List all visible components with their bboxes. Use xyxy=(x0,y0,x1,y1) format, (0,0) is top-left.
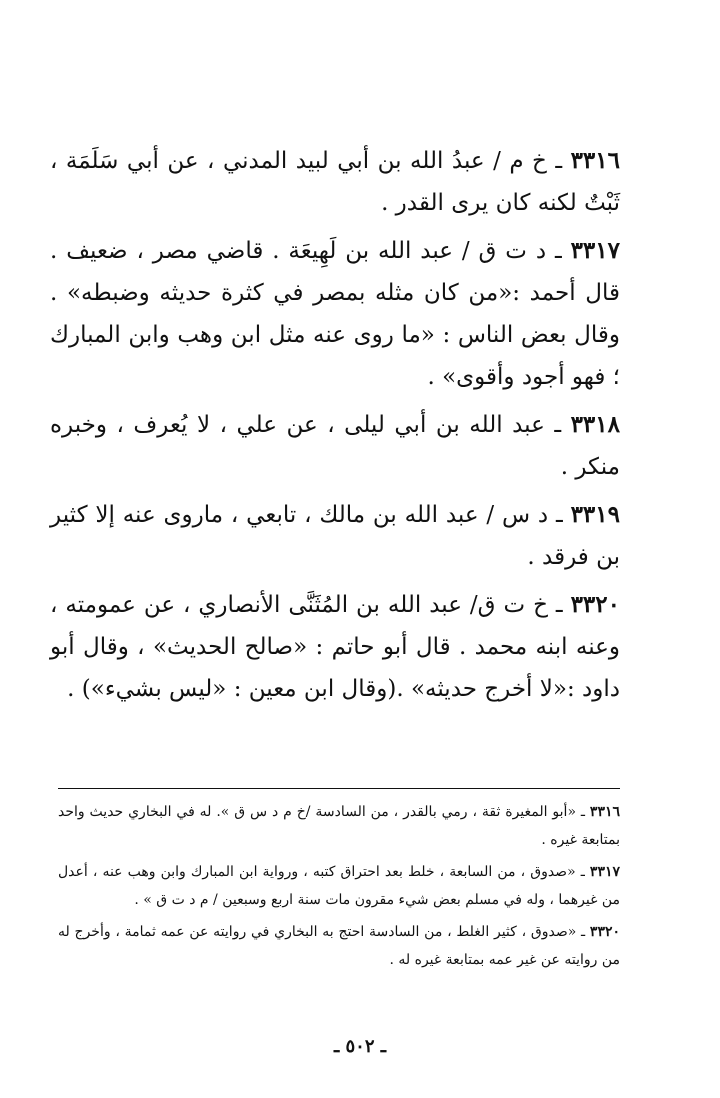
entry-number: ٣٣١٨ xyxy=(570,411,620,438)
footnote-3316 xyxy=(58,798,620,854)
entry-number: ٣٣٢٠ xyxy=(570,591,620,618)
entry-text: ـ خ ت ق/ عبد الله بن المُثَنَّى الأنصاري ، عن عمومته ، وعنه ابنه محمد . قال أبو حاتم : «صالح الحديث» ، وقال أبو داود :«لا أخرج حديثه» .(وقال ابن معين : «ليس بشيء») . xyxy=(50,592,620,702)
entry-number: ٣٣١٦ xyxy=(570,147,620,174)
entry-text: ـ خ م / عبدُ الله بن أبي لبيد المدني ، عن أبي سَلَمَة ، ثَبْتٌ لكنه كان يرى القدر . xyxy=(50,148,620,216)
entry-number: ٣٣١٩ xyxy=(570,501,620,528)
footnote-number: ٣٣٢٠ xyxy=(589,924,620,940)
footnote-number: ٣٣١٦ xyxy=(589,804,620,820)
entry-3320 xyxy=(50,584,620,710)
entry-3317 xyxy=(50,230,620,398)
entry-3316 xyxy=(50,140,620,224)
footnote-divider xyxy=(58,788,620,789)
footnote-3320 xyxy=(58,918,620,974)
footnote-number: ٣٣١٧ xyxy=(589,864,620,880)
footnotes xyxy=(58,798,620,978)
entry-text: ـ د ت ق / عبد الله بن لَهِيعَة . قاضي مصر ، ضعيف . قال أحمد :«من كان مثله بمصر في كثرة حديثه وضبطه» . وقال بعض الناس : «ما روى عنه مثل ابن وهب وابن المبارك ؛ فهو أجود وأقوى» . xyxy=(50,238,620,390)
main-text xyxy=(50,140,620,716)
footnote-3317 xyxy=(58,858,620,914)
footnote-text: ـ «صدوق ، من السابعة ، خلط بعد احتراق كتبه ، ورواية ابن المبارك وابن وهب عنه ، أعدل من غيرهما ، وله في مسلم بعض شيء مقرون مات سنة اربع وسبعين / م د ت ق » . xyxy=(58,864,620,908)
entry-text: ـ د س / عبد الله بن مالك ، تابعي ، ماروى عنه إلا كثير بن فرقد . xyxy=(50,502,620,570)
entry-text: ـ عبد الله بن أبي ليلى ، عن علي ، لا يُعرف ، وخبره منكر . xyxy=(50,412,620,480)
page-number: ـ ٥٠٢ ـ xyxy=(333,1036,387,1057)
entry-3318 xyxy=(50,404,620,488)
entry-3319 xyxy=(50,494,620,578)
footnote-text: ـ «أبو المغيرة ثقة ، رمي بالقدر ، من السادسة /خ م د س ق ». له في البخاري حديث واحد بمتابعة غيره . xyxy=(58,804,620,848)
entry-number: ٣٣١٧ xyxy=(570,237,620,264)
footnote-text: ـ «صدوق ، كثير الغلط ، من السادسة احتج به البخاري في روايته عن عمه ثمامة ، وأخرج له من روايته عن غير عمه بمتابعة غيره له . xyxy=(58,924,620,968)
